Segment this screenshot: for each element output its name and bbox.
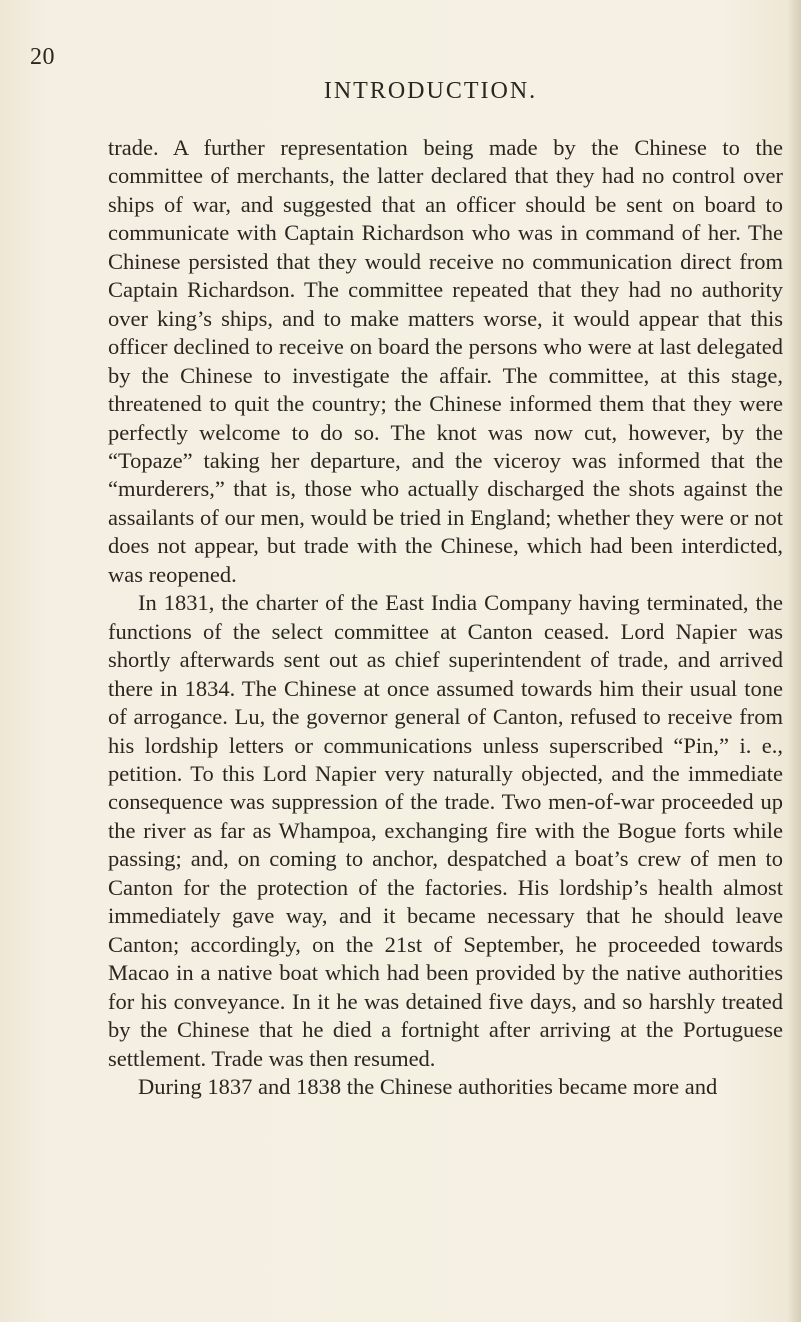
paragraph-2: In 1831, the charter of the East India Company having terminated, the functions of the select committee at Canton ceased. Lord Napier was shortly afterwards sent out as chief superintendent of trade, and arrived there in 1834. The Chinese at once assumed towards him their usual tone of arrogance. Lu, the governor general of Canton, refused to receive from his lordship letters or communications unless superscribed “Pin,” i. e., petition. To this Lord Napier very naturally objected, and the immediate consequence was suppression of the trade. Two men-of-war proceeded up the river as far as Whampoa, exchanging fire with the Bogue forts while passing; and, on coming to anchor, despatched a boat’s crew of men to Canton for the protection of the factories. His lordship’s health almost immediately gave way, and it became necessary that he should leave Canton; accordingly, on the 21st of September, he proceeded towards Macao in a native boat which had been provided by the native authorities for his conveyance. In it he was detained five days, and so harshly treated by the Chinese that he died a fortnight after arriving at the Portuguese settlement. Trade was then resumed. bbox=[108, 590, 783, 1071]
page-edge-shadow bbox=[787, 0, 801, 1322]
body-text bbox=[108, 134, 783, 1101]
page-number: 20 bbox=[30, 44, 55, 70]
running-title: INTRODUCTION. bbox=[323, 78, 538, 104]
paragraph-1: trade. A further representation being made by the Chinese to the committee of merchants, the latter declared that they had no control over ships of war, and suggested that an officer should be sent on board to communicate with Captain Richardson who was in command of her. The Chinese persisted that they would receive no communication direct from Captain Richardson. The committee repeated that they had no authority over king’s ships, and to make matters worse, it would appear that this officer declined to receive on board the persons who were at last delegated by the Chinese to investigate the affair. The committee, at this stage, threatened to quit the country; the Chinese informed them that they were perfectly welcome to do so. The knot was now cut, however, by the “Topaze” taking her departure, and the viceroy was informed that the “murderers,” that is, those who actually discharged the shots against the assailants of our men, would be tried in England; whether they were or not does not appear, but trade with the Chinese, which had been interdicted, was reopened. bbox=[108, 135, 783, 587]
paragraph-3: During 1837 and 1838 the Chinese authorities became more and bbox=[138, 1073, 718, 1099]
